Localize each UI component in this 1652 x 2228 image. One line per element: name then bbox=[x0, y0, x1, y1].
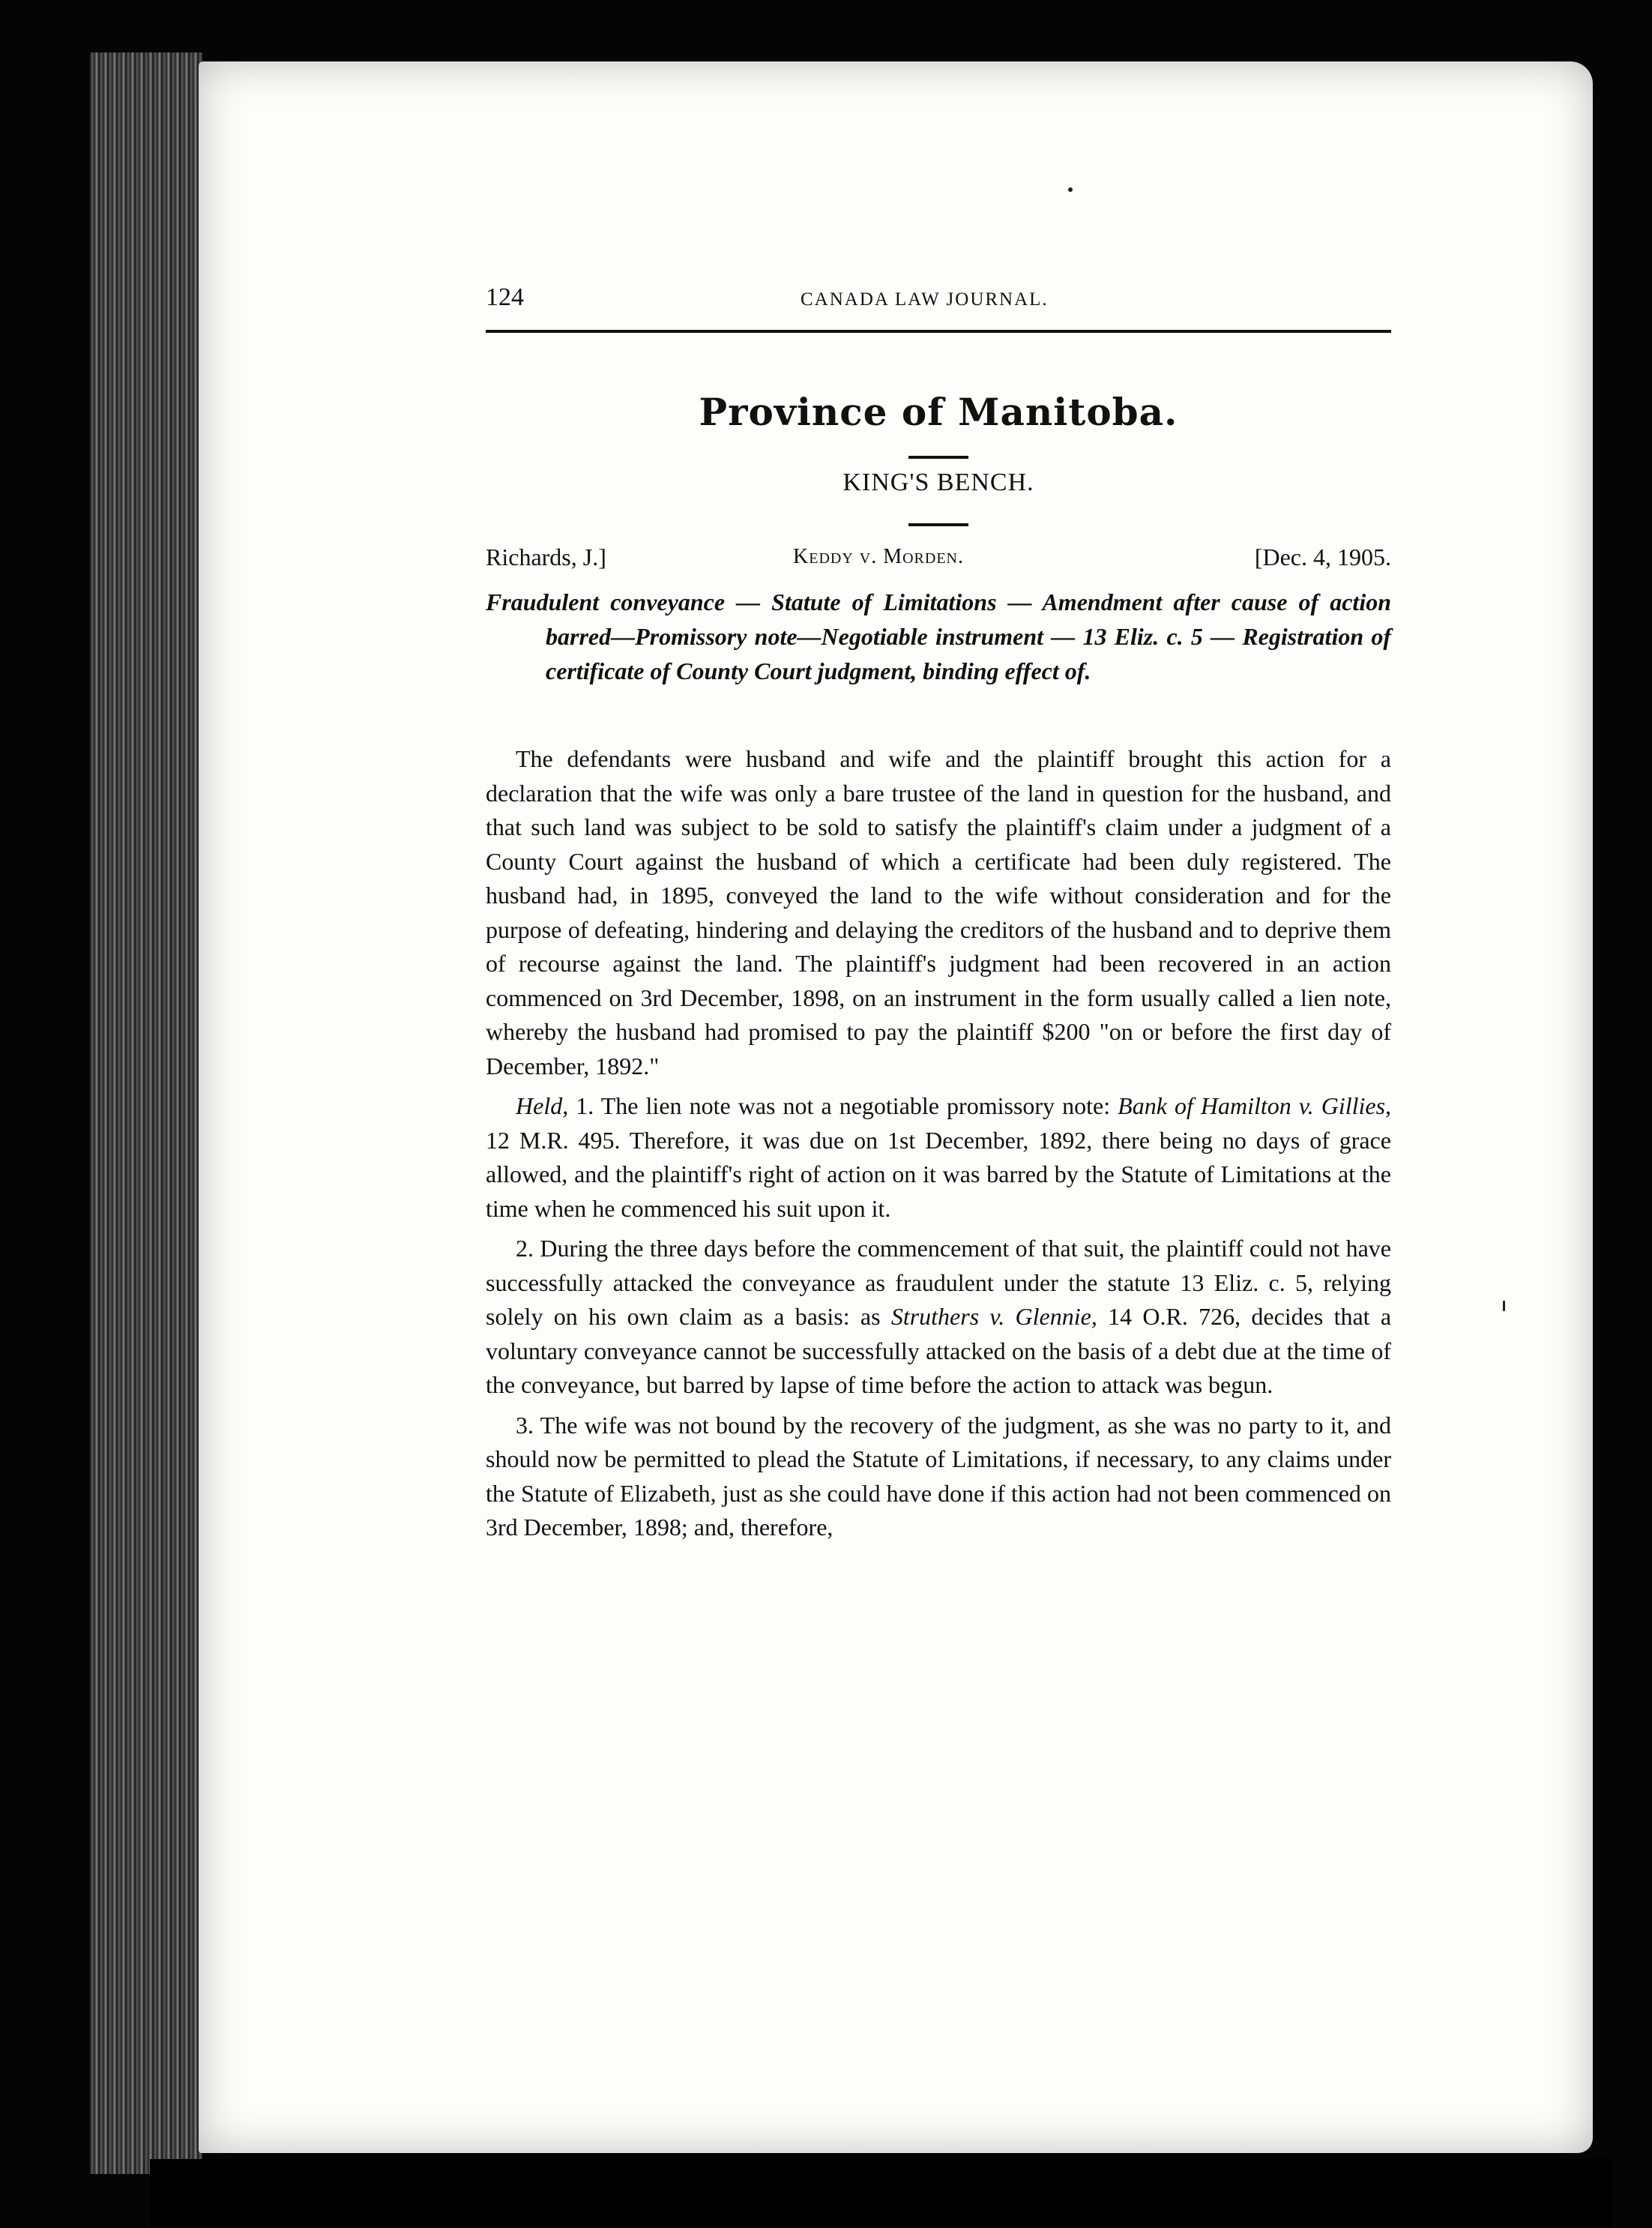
facts-paragraph: The defendants were husband and wife and the plaintiff brought this action for a declaration that the wife was only a bare trustee of the land in question for the husband, and that such land was subject to be sold to satisfy the plaintiff's claim under a judgment of a County Court against the husband of which a certificate had been duly registered. The husband had, in 1895, conveyed the land to the wife without consideration and for the purpose of defeating, hindering and delaying the creditors of the husband and to deprive them of recourse against the land. The plaintiff's judgment had been recovered in an action commenced on 3rd December, 1898, on an instrument in the form usually called a lien note, whereby the husband had promised to pay the plaintiff $200 "on or before the first day of December, 1892." bbox=[486, 745, 1391, 1080]
held-label: Held, bbox=[516, 1092, 569, 1119]
case-caption bbox=[486, 544, 1391, 581]
title-divider bbox=[908, 456, 968, 459]
judge-name: Richards, J.] bbox=[486, 544, 606, 570]
scan-speck bbox=[1068, 187, 1073, 192]
scan-bottom-shadow bbox=[150, 2159, 1612, 2227]
holding-2-paragraph bbox=[486, 1232, 1391, 1403]
running-head bbox=[486, 277, 1391, 322]
scan-speck bbox=[1503, 1301, 1505, 1311]
holding-1-rest: 12 M.R. 495. Therefore, it was due on 1st December, 1892, there being no days of grace allowed, and the plaintiff's right of action on it was barred by the Statute of Limitations at the time when he commenced his suit upon it. bbox=[486, 1126, 1391, 1222]
journal-title: CANADA LAW JOURNAL. bbox=[801, 289, 1049, 310]
headnote bbox=[486, 585, 1391, 688]
holding-1-citation: Bank of Hamilton v. Gillies, bbox=[1118, 1092, 1392, 1119]
header-rule bbox=[486, 330, 1391, 333]
page-number: 124 bbox=[486, 283, 524, 311]
holding-2-citation: Struthers v. Glennie, bbox=[890, 1303, 1097, 1330]
decision-date: [Dec. 4, 1905. bbox=[1254, 544, 1391, 570]
holding-3-paragraph: 3. The wife was not bound by the recovery of the judgment, as she was no party to it, and should now be permitted to plead the Statute of Limitations, if necessary, to any claims under the Statute of Elizabeth, just as she could have done if this action had not been commenced on 3rd December, 1898; and, therefore, bbox=[486, 1411, 1391, 1541]
court-divider bbox=[908, 523, 968, 526]
book-binding-gutter bbox=[90, 52, 202, 2174]
section-title: Province of Manitoba. bbox=[699, 390, 1178, 434]
case-name: Keddy v. Morden. bbox=[793, 545, 964, 568]
judgment-body bbox=[486, 742, 1391, 1551]
holding-1-text: 1. The lien note was not a negotiable promissory note: bbox=[576, 1092, 1111, 1119]
court-name: KING'S BENCH. bbox=[842, 469, 1034, 496]
headnote-text: Fraudulent conveyance — Statute of Limitations — Amendment after cause of action barred—Promissory note—Negotiable instrument — 13 Eliz. c. 5 — Registration of certificate of County Court judgment, binding effect of. bbox=[486, 588, 1391, 684]
holding-1-paragraph bbox=[486, 1089, 1391, 1226]
holding-2-text: 2. During the three days before the commencement of that suit, the plaintiff could not have successfully attacked the conveyance as fraudulent under the statute 13 Eliz. c. 5, relying solely on his own claim as a basis: as bbox=[486, 1235, 1391, 1330]
holding-2-rest: 14 O.R. 726, decides that a voluntary conveyance cannot be successfully attacked on the basis of a debt due at the time of the conveyance, but barred by lapse of time before the action to attack was begun. bbox=[486, 1303, 1392, 1398]
